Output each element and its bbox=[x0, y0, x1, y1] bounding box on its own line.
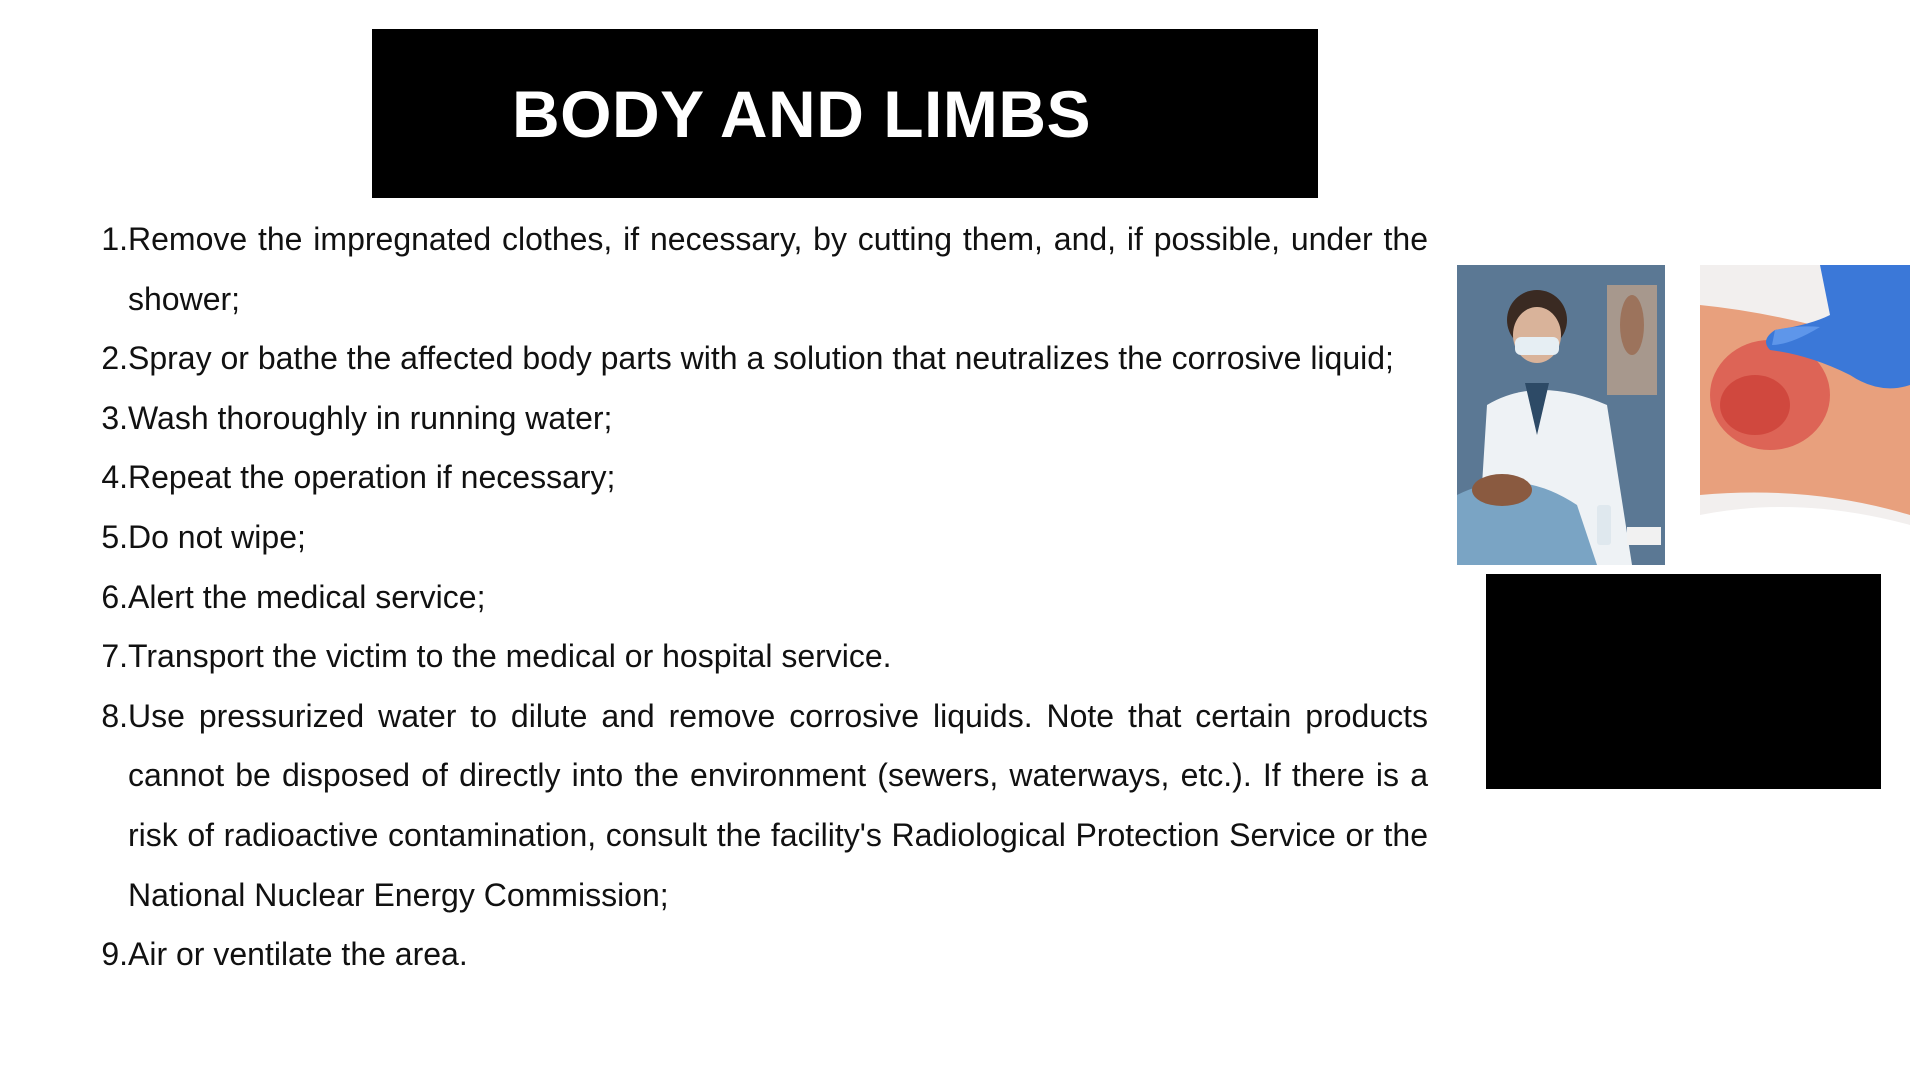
step-text: Transport the victim to the medical or hospital service. bbox=[128, 638, 892, 675]
step-number: 8. bbox=[101, 697, 128, 734]
step-number: 3. bbox=[101, 399, 128, 436]
step-text: Use pressurized water to dilute and remove corrosive liquids. Note that certain products cannot be disposed of directly into the environment (sewers, waterways, etc.). If there is a risk of radioactive contamination, consult the facility's Radiological Protection Service or the National Nuclear Energy Commission; bbox=[128, 697, 1428, 913]
list-item bbox=[92, 627, 1428, 687]
doctor-illustration bbox=[1457, 265, 1665, 565]
step-number: 6. bbox=[101, 578, 128, 615]
step-number: 2. bbox=[101, 340, 128, 377]
step-text: Wash thoroughly in running water; bbox=[128, 399, 613, 436]
title-banner bbox=[372, 29, 1318, 198]
steps-list bbox=[92, 210, 1428, 985]
list-item bbox=[92, 508, 1428, 568]
step-text: Repeat the operation if necessary; bbox=[128, 459, 616, 496]
step-text: Alert the medical service; bbox=[128, 578, 486, 615]
list-item bbox=[92, 329, 1428, 389]
doctor-photo bbox=[1457, 265, 1665, 565]
list-item bbox=[92, 687, 1428, 925]
list-item bbox=[92, 210, 1428, 329]
list-item bbox=[92, 568, 1428, 628]
list-item bbox=[92, 389, 1428, 449]
step-text: Air or ventilate the area. bbox=[128, 936, 468, 973]
step-number: 4. bbox=[101, 459, 128, 496]
skin-burn-photo bbox=[1700, 265, 1910, 565]
list-item bbox=[92, 925, 1428, 985]
list-item bbox=[92, 448, 1428, 508]
step-text: Do not wipe; bbox=[128, 518, 306, 555]
step-text: Remove the impregnated clothes, if necessary, by cutting them, and, if possible, under the shower; bbox=[128, 221, 1428, 317]
step-number: 9. bbox=[101, 936, 128, 973]
black-rectangle bbox=[1486, 574, 1881, 789]
slide-title: BODY AND LIMBS bbox=[512, 76, 1092, 151]
step-text: Spray or bathe the affected body parts with a solution that neutralizes the corrosive liquid; bbox=[128, 340, 1394, 377]
step-number: 1. bbox=[101, 221, 128, 257]
step-number: 7. bbox=[101, 638, 128, 675]
skin-burn-illustration bbox=[1700, 265, 1910, 565]
step-number: 5. bbox=[101, 518, 128, 555]
